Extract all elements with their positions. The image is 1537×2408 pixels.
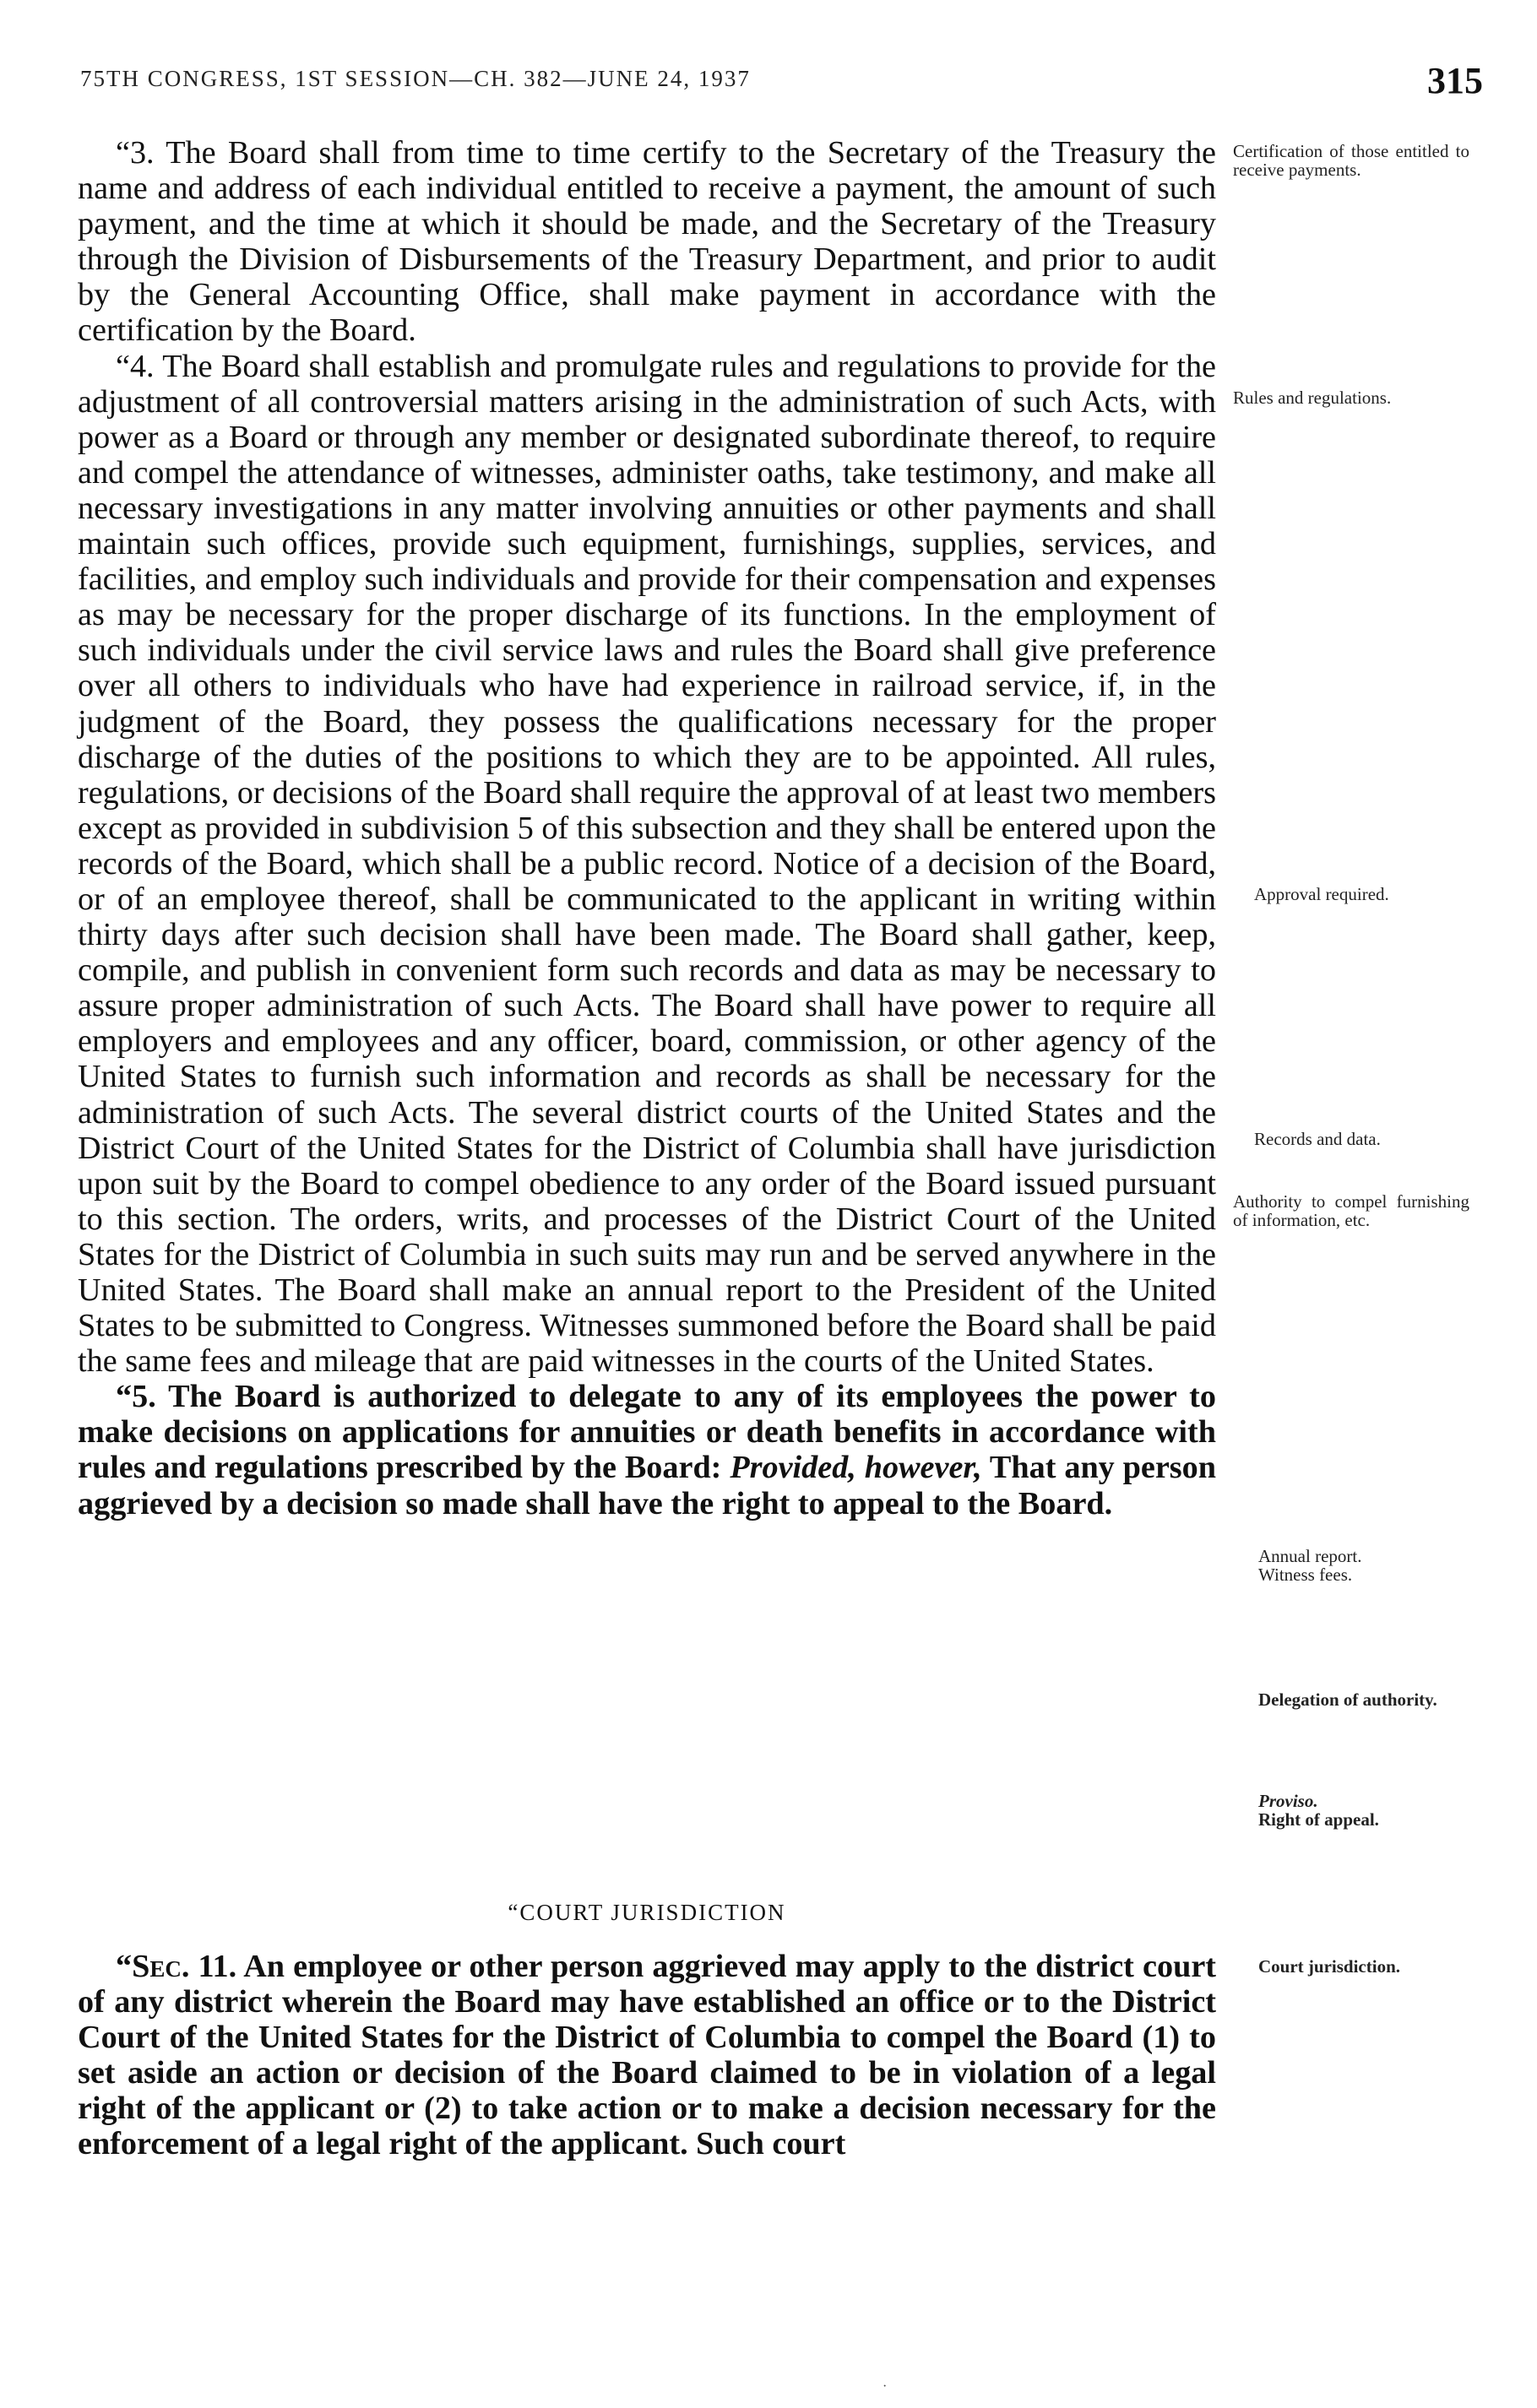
section-11-block xyxy=(78,1949,1216,2162)
section-11-text: 11. An employee or other person aggrieved may apply to the district court of any district wherein the Board may have established an office or to the District Court of the United States for the District of Columbia to compel the Board (1) to set aside an action or decision of the Board claimed to be in violation of a legal right of the applicant or (2) to take action or to make a decision necessary for the enforcement of a legal right of the applicant. Such court xyxy=(78,1949,1217,2162)
page-number: 315 xyxy=(1427,60,1483,101)
paragraph-5-start: “5. The Board is authorized to delegate to any of its employees the power to make decisions on applications for annuities or death benefits in accordance with rules and regulations prescribed by the Board: xyxy=(78,1379,1216,1486)
margin-note-certification: Certification of those entitled to receive payments. xyxy=(1233,141,1469,180)
margin-note-records: Records and data. xyxy=(1254,1129,1381,1149)
margin-note-rules: Rules and regulations. xyxy=(1233,388,1392,408)
sec-label: “Sec. xyxy=(116,1949,190,1984)
paragraph-subdivision-3: “3. The Board shall from time to time certify to the Secretary of the Treasury the name and address of each individual entitled to receive a payment, the amount of such payment, and the time at which it should be made, and the Secretary of the Treasury through the Division of Disbursements of the Treasury Department, and prior to audit by the General Accounting Office, shall make payment in accordance with the certification by the Board. xyxy=(78,135,1216,349)
margin-note-proviso xyxy=(1258,1792,1495,1829)
witness-fees-note: Witness fees. xyxy=(1258,1565,1353,1585)
section-heading: “COURT JURISDICTION xyxy=(508,1900,786,1925)
section-11-paragraph xyxy=(78,1949,1216,2162)
paragraph-subdivision-4: “4. The Board shall establish and promulgate rules and regulations to provide for the adjustment of all controversial matters arising in the administration of such Acts, with power as a Board or through any member or designated subordinate thereof, to require and compel the attendance of witnesses, administer oaths, take testimony, and make all necessary investigations in any matter involving annuities or other payments and shall maintain such offices, provide such equipment, furnishings, supplies, services, and facilities, and employ such individuals and provide for their compensation and expenses as may be necessary for the proper discharge of its functions. In the employment of such individuals under the civil service laws and rules the Board shall give preference over all others to individuals who have had experience in railroad service, if, in the judgment of the Board, they possess the qualifications necessary for the proper discharge of the duties of the positions to which they are to be appointed. All rules, regulations, or decisions of the Board shall require the approval of at least two members except as provided in subdivision 5 of this subsection and they shall be entered upon the records of the Board, which shall be a public record. Notice of a decision of the Board, or of an employee thereof, shall be communicated to the applicant in writing within thirty days after such decision shall have been made. The Board shall gather, keep, compile, and publish in convenient form such records and data as may be necessary to assure proper administration of such Acts. The Board shall have power to require all employers and employees and any officer, board, commission, or other agency of the United States to furnish such information and records as shall be necessary for the administration of such Acts. The several district courts of the United States and the District Court of the United States for the District of Columbia shall have jurisdiction upon suit by the Board to compel obedience to any order of the Board issued pursuant to this section. The orders, writs, and processes of the District Court of the United States for the District of Columbia in such suits may run and be served anywhere in the United States. The Board shall make an annual report to the President of the United States to be submitted to Congress. Witnesses summoned before the Board shall be paid the same fees and mileage that are paid witnesses in the courts of the United States. xyxy=(78,348,1216,1380)
margin-note-approval: Approval required. xyxy=(1254,884,1389,904)
running-head: 75TH CONGRESS, 1ST SESSION—CH. 382—JUNE 24, 1937 xyxy=(80,66,751,91)
right-of-appeal-note: Right of appeal. xyxy=(1258,1809,1379,1830)
margin-note-delegation: Delegation of authority. xyxy=(1258,1689,1437,1710)
paragraph-subdivision-5 xyxy=(78,1379,1216,1521)
proviso-note: Proviso. xyxy=(1258,1791,1318,1811)
margin-note-authority: Authority to compel furnishing of information, etc. xyxy=(1233,1191,1469,1230)
proviso-phrase: Provided, however, xyxy=(730,1450,982,1486)
print-speck: · xyxy=(883,2379,888,2394)
main-text-block xyxy=(78,135,1216,1521)
margin-note-annual-report xyxy=(1258,1547,1495,1584)
margin-note-court-jurisdiction: Court jurisdiction. xyxy=(1258,1956,1400,1977)
paragraph-5-end: That any person aggrieved by a decision so made shall have the right to appeal to the Board. xyxy=(78,1450,1217,1521)
annual-report-note: Annual report. xyxy=(1258,1546,1362,1566)
page-header xyxy=(0,0,1537,127)
